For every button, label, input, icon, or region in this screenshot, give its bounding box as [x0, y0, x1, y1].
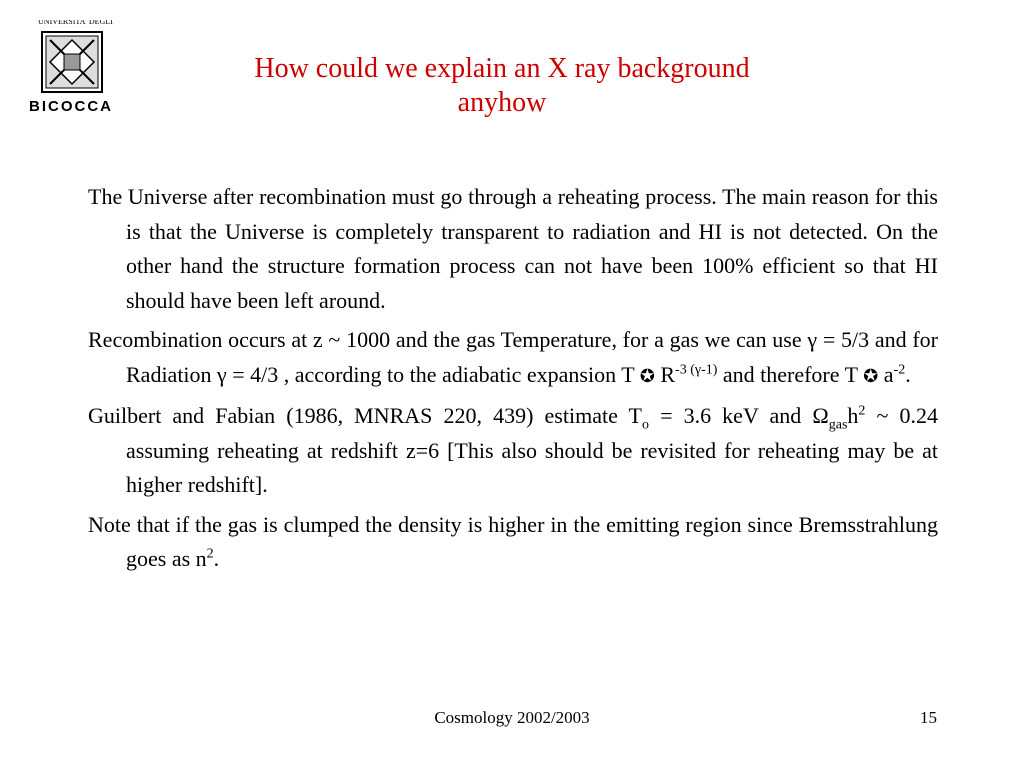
- logo-arc-text: UNIVERSITA' DEGLI: [38, 20, 113, 26]
- p4-superscript: 2: [206, 546, 214, 562]
- p3-text-a: Guilbert and Fabian (1986, MNRAS 220, 439) estimate T: [88, 403, 642, 428]
- slide-title-line-2: anyhow: [457, 87, 547, 118]
- p3-superscript: 2: [858, 403, 866, 419]
- footer-course: Cosmology 2002/2003: [434, 708, 590, 727]
- slide-body: [88, 180, 938, 582]
- paragraph-recombination: [88, 323, 938, 394]
- page-number: 15: [920, 708, 937, 727]
- p3-subscript-o: o: [641, 417, 649, 433]
- p2-text-a: Recombination occurs at z ~ 1000 and the gas Temperature, for a gas we can use γ = 5/3 and for Radiation γ = 4/3 , according to the adiabatic expansion T: [88, 327, 938, 387]
- p3-text-c: h: [847, 403, 859, 428]
- paragraph-guilbert-fabian: [88, 399, 938, 503]
- p2-text-e: .: [905, 361, 911, 387]
- p4-text-b: .: [213, 546, 220, 571]
- university-seal-icon: [26, 20, 116, 98]
- proportional-star-icon: ✪: [639, 365, 655, 387]
- logo-wordmark: BICOCCA: [29, 98, 113, 115]
- p2-text-c: and therefore T: [722, 361, 858, 387]
- p2-text-b: R: [660, 361, 676, 387]
- paragraph-reheating: The Universe after recombination must go through a reheating process. The main reason for this is that the Universe is completely transparent to radiation and HI is not detected. On the other hand the structure formation process can not have been 100% efficient so that HI should have been left around.: [88, 184, 938, 313]
- university-logo: [26, 20, 116, 118]
- p2-text-d: a: [883, 361, 894, 387]
- paragraph-clumped-gas: [88, 508, 938, 577]
- svg-text:UNIVERSITA' DEGLI STUDI DI MIL: [26, 20, 115, 26]
- p2-exponent-1: -3 (γ-1): [675, 362, 718, 378]
- slide-title: [150, 52, 854, 120]
- p3-text-b: = 3.6 keV and Ω: [660, 403, 829, 428]
- p2-exponent-2: -2: [893, 362, 906, 378]
- slide-title-line-1: How could we explain an X ray background: [254, 53, 750, 84]
- p4-text-a: Note that if the gas is clumped the density is higher in the emitting region since Bremsstrahlung goes as n: [88, 511, 938, 571]
- proportional-star-icon: ✪: [863, 365, 879, 387]
- p3-subscript-gas: gas: [828, 417, 848, 433]
- p3-text-d: ~ 0.24 assuming reheating at redshift z=6 [This also should be revisited for reheating may be at higher redshift].: [126, 403, 939, 497]
